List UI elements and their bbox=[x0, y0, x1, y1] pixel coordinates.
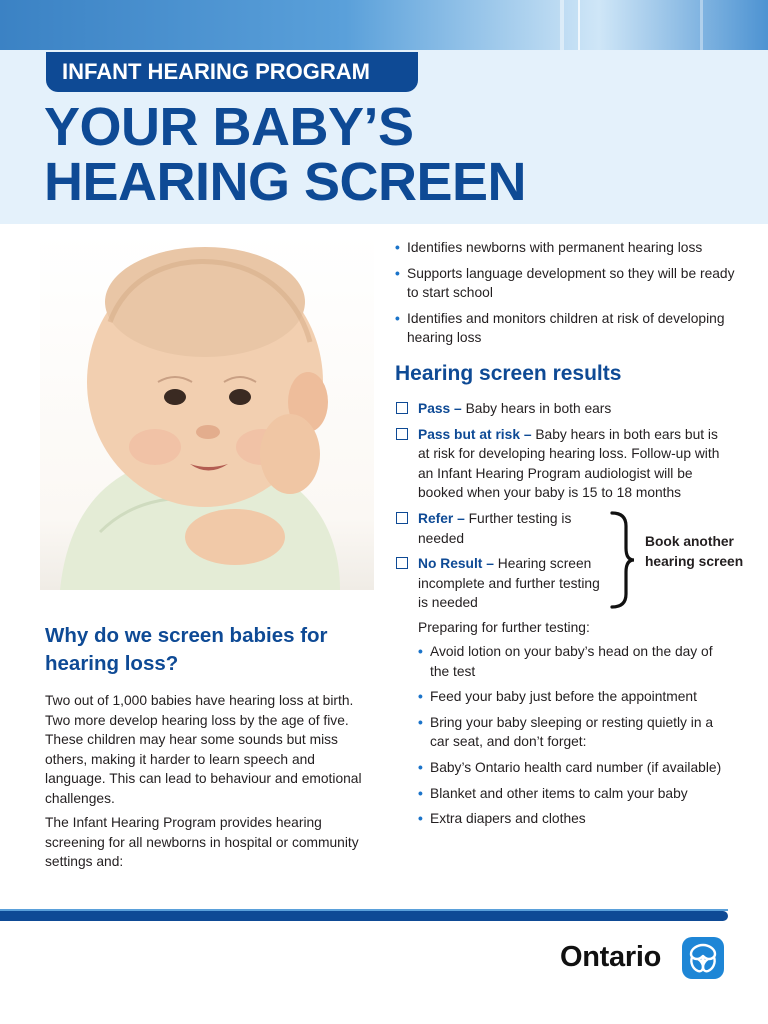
result-text: Further testing is needed bbox=[418, 511, 572, 546]
result-text: Baby hears in both ears but is at risk for developing hearing loss. Follow-up with an Infant Hearing Program audiologist will be booked when your baby is 15 to 18 months bbox=[418, 426, 720, 501]
bullet-icon: • bbox=[418, 689, 423, 705]
result-term: Pass but at risk – bbox=[418, 426, 532, 442]
results-list-bottom bbox=[395, 509, 610, 613]
page-title-line-1: YOUR BABY’S bbox=[44, 97, 414, 157]
banner-streak bbox=[560, 0, 564, 50]
list-item bbox=[395, 264, 735, 303]
list-item-text: Avoid lotion on your baby’s head on the day of the test bbox=[430, 644, 713, 679]
list-item-text: Baby’s Ontario health card number (if available) bbox=[430, 759, 722, 775]
bullet-icon: • bbox=[395, 240, 400, 255]
bullet-icon: • bbox=[418, 759, 423, 775]
banner-streak bbox=[700, 0, 703, 50]
result-item-refer bbox=[395, 509, 610, 548]
list-item-text: Bring your baby sleeping or resting quietly in a car seat, and don’t forget: bbox=[430, 714, 713, 750]
list-item-text: Blanket and other items to calm your baby bbox=[430, 785, 688, 801]
empty-checkbox-icon bbox=[396, 512, 408, 524]
list-item bbox=[395, 238, 735, 258]
list-item bbox=[418, 809, 728, 829]
why-screen-heading: Why do we screen babies for hearing loss? bbox=[45, 624, 328, 675]
curly-brace-icon bbox=[608, 510, 636, 610]
list-item bbox=[418, 687, 728, 707]
baby-photo bbox=[40, 232, 374, 590]
list-item bbox=[418, 642, 728, 681]
result-item-pass-at-risk bbox=[395, 425, 725, 503]
preparing-intro: Preparing for further testing: bbox=[418, 620, 590, 635]
bullet-icon: • bbox=[418, 785, 423, 801]
results-heading: Hearing screen results bbox=[395, 362, 622, 385]
result-term: Refer – bbox=[418, 511, 465, 526]
header-banner bbox=[0, 0, 768, 50]
page-title-line-2: HEARING SCREEN bbox=[44, 152, 527, 212]
result-item-pass bbox=[395, 399, 725, 419]
result-item-no-result bbox=[395, 554, 610, 613]
why-paragraph-1: Two out of 1,000 babies have hearing loss at birth. Two more develop hearing loss by the age of five. These children may hear some sounds but miss others, making it harder to learn speech and language. This can lead to behaviour and emotional challenges. bbox=[45, 693, 362, 806]
bullet-icon: • bbox=[418, 714, 423, 730]
list-item-text: Extra diapers and clothes bbox=[430, 811, 586, 827]
program-label: INFANT HEARING PROGRAM bbox=[46, 52, 418, 92]
result-term: No Result – bbox=[418, 556, 494, 572]
list-item bbox=[418, 713, 728, 752]
list-item bbox=[418, 758, 728, 778]
bullet-icon: • bbox=[418, 644, 423, 659]
bullet-icon: • bbox=[395, 310, 400, 326]
why-paragraph-2: The Infant Hearing Program provides hearing screening for all newborns in hospital or community settings and: bbox=[45, 815, 359, 869]
ontario-trillium-icon bbox=[682, 937, 724, 979]
book-another-screen-note: Book another hearing screen bbox=[645, 534, 744, 569]
list-item-text: Feed your baby just before the appointment bbox=[430, 689, 697, 705]
baby-illustration bbox=[40, 232, 374, 590]
banner-streak bbox=[578, 0, 580, 50]
footer-divider bbox=[0, 911, 728, 921]
empty-checkbox-icon bbox=[396, 428, 408, 440]
list-item bbox=[395, 309, 735, 348]
bullet-icon: • bbox=[395, 265, 400, 281]
empty-checkbox-icon bbox=[396, 557, 408, 569]
ontario-wordmark: Ontario bbox=[560, 941, 662, 973]
page-title bbox=[44, 97, 527, 212]
results-list-top bbox=[395, 399, 725, 503]
list-item-text: Supports language development so they will be ready to start school bbox=[407, 265, 735, 301]
list-item-text: Identifies newborns with permanent hearing loss bbox=[407, 240, 703, 255]
benefits-list bbox=[395, 238, 735, 354]
preparing-list bbox=[418, 642, 728, 835]
list-item-text: Identifies and monitors children at risk of developing hearing loss bbox=[407, 310, 725, 346]
result-text: Baby hears in both ears bbox=[465, 401, 612, 416]
list-item bbox=[418, 784, 728, 804]
bullet-icon: • bbox=[418, 811, 423, 827]
empty-checkbox-icon bbox=[396, 402, 408, 414]
result-term: Pass – bbox=[418, 401, 462, 416]
result-text: Hearing screen incomplete and further testing is needed bbox=[418, 556, 600, 611]
